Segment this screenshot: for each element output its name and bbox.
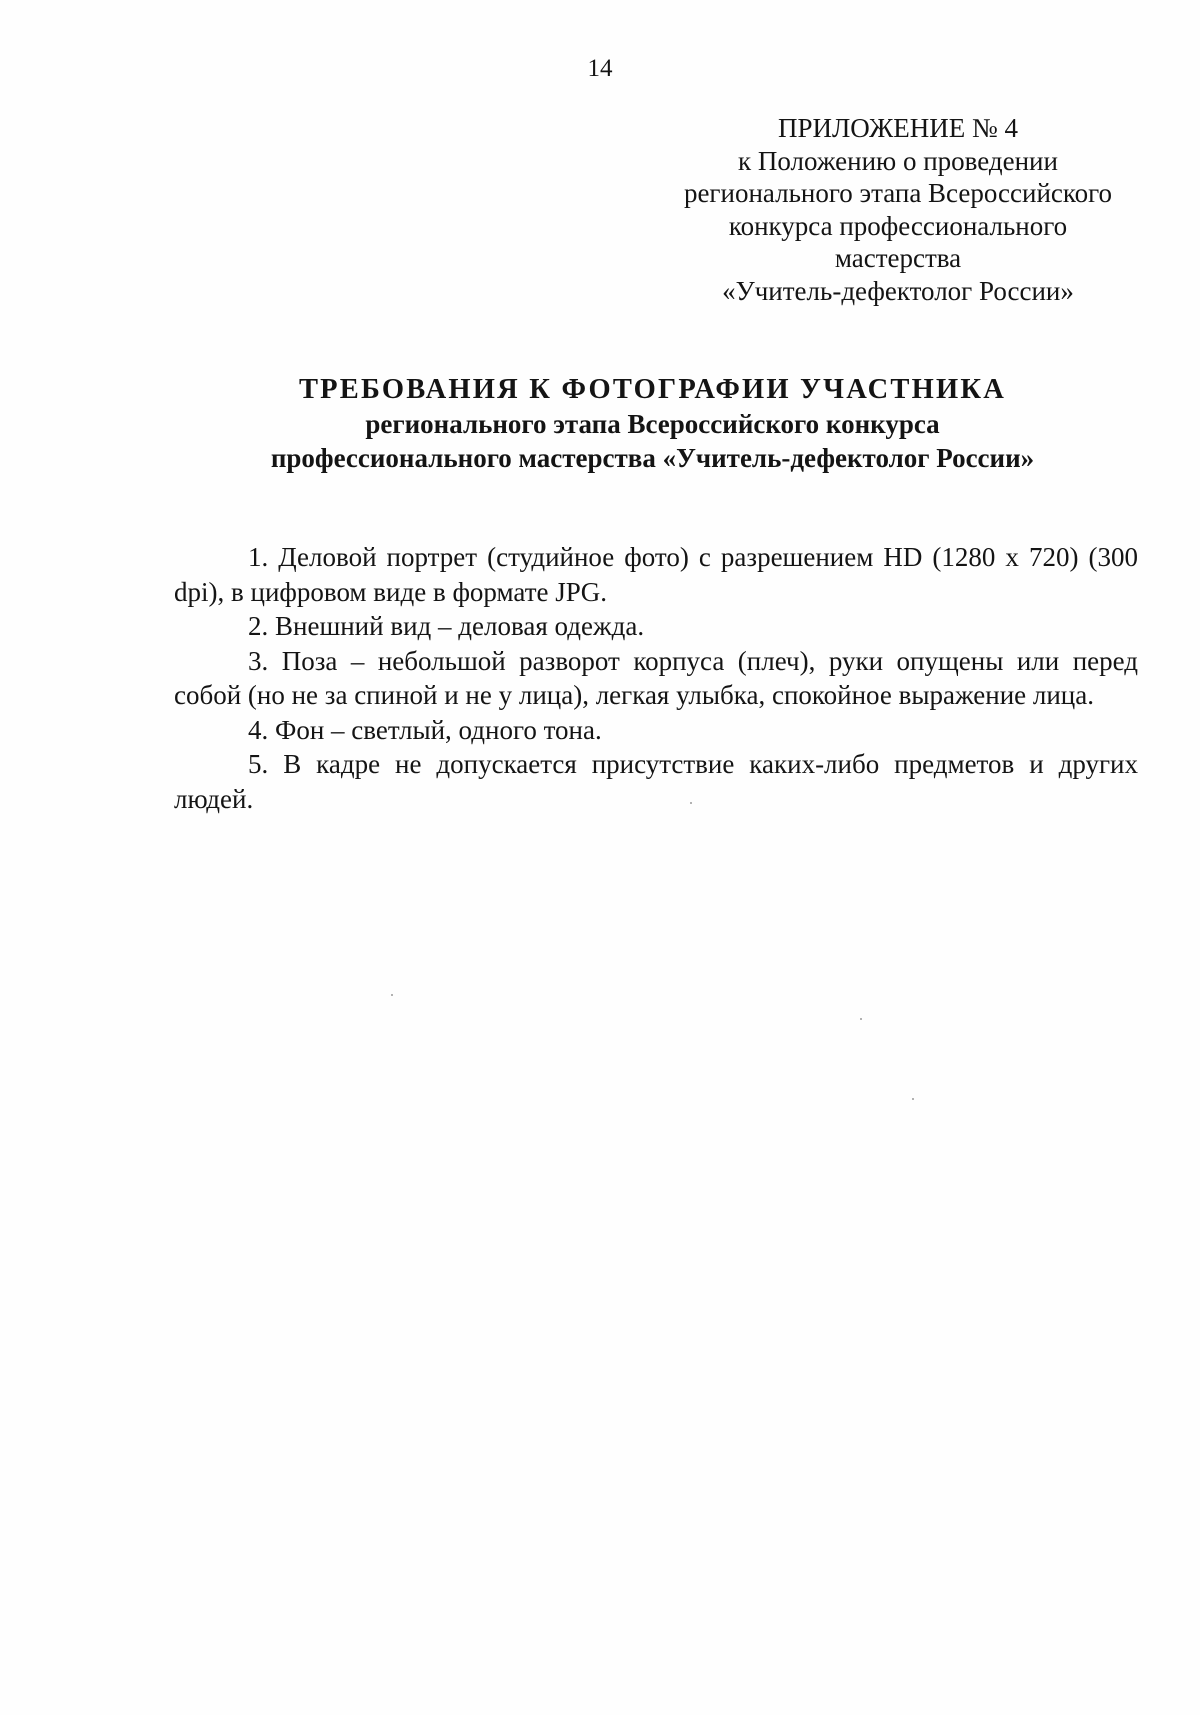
heading-title: ТРЕБОВАНИЯ К ФОТОГРАФИИ УЧАСТНИКА (298, 374, 1007, 405)
requirement-item: 4. Фон – светлый, одного тона. (248, 714, 602, 745)
page-number: 14 (587, 55, 613, 82)
heading-subtitle: регионального этапа Всероссийского конкурса (365, 409, 940, 439)
appendix-line: мастерства (834, 243, 962, 273)
appendix-title: ПРИЛОЖЕНИЕ № 4 (777, 113, 1019, 143)
appendix-line: конкурса профессионального (728, 210, 1068, 241)
scan-speck (912, 1098, 914, 1100)
appendix-header (668, 112, 1128, 307)
heading-subtitle: профессионального мастерства «Учитель-дефектолог России» (270, 443, 1035, 473)
requirements-list (174, 540, 1138, 816)
scan-speck (860, 1018, 862, 1020)
appendix-line: регионального этапа Всероссийского (683, 178, 1113, 208)
scan-speck (690, 802, 692, 804)
requirement-item: 1. Деловой портрет (студийное фото) с разрешением HD (1280 х 720) (300 dpi), в цифровом виде в формате JPG. (174, 542, 1138, 607)
document-heading (150, 373, 1155, 475)
scan-speck (391, 994, 393, 996)
requirement-item: 3. Поза – небольшой разворот корпуса (плеч), руки опущены или перед собой (но не за спиной и не у лица), легкая улыбка, спокойное выражение лица. (174, 645, 1138, 710)
requirement-item: 2. Внешний вид – деловая одежда. (248, 611, 645, 641)
appendix-line: «Учитель-дефектолог России» (722, 275, 1074, 306)
appendix-line: к Положению о проведении (738, 145, 1058, 176)
requirement-item: 5. В кадре не допускается присутствие каких-либо предметов и других людей. (174, 749, 1138, 814)
